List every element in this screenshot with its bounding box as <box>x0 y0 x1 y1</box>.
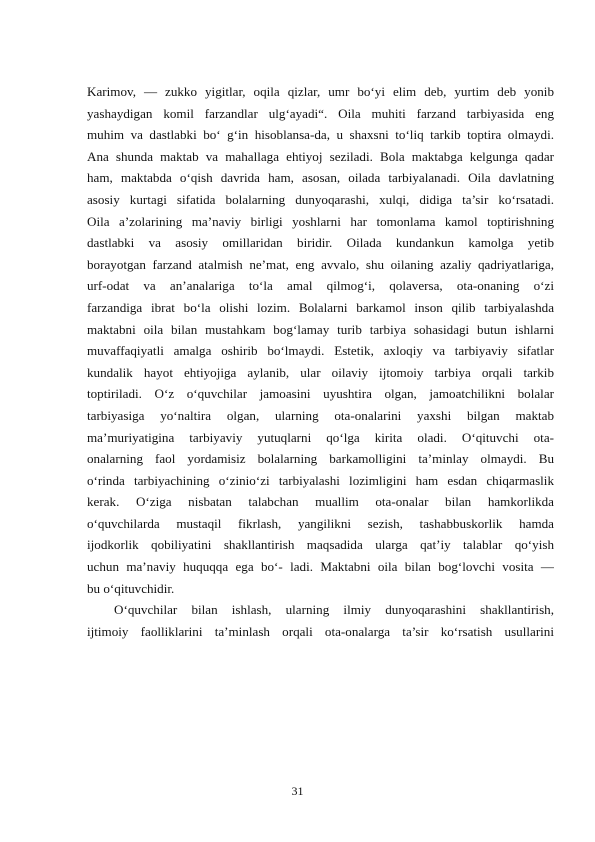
text-line: onalarning faol yordamisiz bolalarning barkamolligini ta’minlay olmaydi. Bu <box>87 451 554 467</box>
text-line: kundalik hayot ehtiyojiga aylanib, ular oilaviy ijtomoiy tarbiya orqali tarkib <box>87 364 554 380</box>
text-line: muvaffaqiyatli amalga oshirib bo‘lmaydi. Estetik, axloqiy va tarbiyaviy sifatlar <box>87 343 554 359</box>
text-line: ham, maktabda o‘qish davrida ham, asosan, oilada tarbiyalanadi. Oila davlatning <box>87 170 554 186</box>
text-line: kerak. O‘ziga nisbatan talabchan muallim ota-onalar bilan hamkorlikda <box>87 494 554 510</box>
text-line: farzandiga ibrat bo‘la olishi lozim. Bolalarni barkamol inson qilib tarbiyalashda <box>87 299 554 315</box>
text-line: Ana shunda maktab va mahallaga ehtiyoj seziladi. Bola maktabga kelgunga qadar <box>87 148 554 164</box>
text-line: ijtimoiy faolliklarini ta’minlash orqali ota-onalarga ta’sir ko‘rsatish usullarini <box>87 623 554 639</box>
text-line: tarbiyasiga yo‘naltira olgan, ularning ota-onalarini yaxshi bilgan maktab <box>87 407 554 423</box>
text-line: uchun ma’naviy huquqqa ega bo‘- ladi. Maktabni oila bilan bog‘lovchi vosita — <box>87 559 554 575</box>
text-line: O‘quvchilar bilan ishlash, ularning ilmiy dunyoqarashini shakllantirish, <box>114 602 554 618</box>
body-text <box>87 81 554 642</box>
text-line: o‘rinda tarbiyachining o‘zinio‘zi tarbiyalashi lozimligini ham esdan chiqarmaslik <box>87 472 554 488</box>
text-line: yashaydigan komil farzandlar ulg‘ayadi“. Oila muhiti farzand tarbiyasida eng <box>87 105 554 121</box>
text-line: urf-odat va an’analariga to‘la amal qilmog‘i, qolaversa, ota-onaning o‘zi <box>87 278 554 294</box>
text-line: toptiriladi. O‘z o‘quvchilar jamoasini uyushtira olgan, jamoatchilikni bolalar <box>87 386 554 402</box>
text-line: Karimov, — zukko yigitlar, oqila qizlar, umr bo‘yi elim deb, yurtim deb yonib <box>87 84 554 99</box>
text-line: ma’muriyatigina tarbiyaviy yutuqlarni qo‘lga kirita oladi. O‘qituvchi ota- <box>87 429 554 445</box>
text-line: o‘quvchilarda mustaqil fikrlash, yangilikni sezish, tashabbuskorlik hamda <box>87 515 554 531</box>
text-line: dastlabki va asosiy omillaridan biridir. Oilada kundankun kamolga yetib <box>87 235 554 251</box>
text-line: muhim va dastlabki bo‘ g‘in hisoblansa-da, u shaxsni to‘liq tarkib toptira olmaydi. <box>87 127 554 143</box>
text-line: bu o‘qituvchidir. <box>87 580 175 596</box>
text-line: maktabni oila bilan mustahkam bog‘lamay turib tarbiya sohasidagi butun ishlarni <box>87 321 554 337</box>
text-line: Oila a’zolarining ma’naviy birligi yoshlarni har tomonlama kamol toptirishning <box>87 213 554 229</box>
text-line: borayotgan farzand atalmish ne’mat, eng avvalo, shu oilaning azaliy qadriyatlariga, <box>87 256 554 272</box>
page-number: 31 <box>291 784 304 798</box>
text-line: ijodkorlik qobiliyatini shakllantirish maqsadida ularga qat’iy talablar qo‘yish <box>87 537 554 553</box>
text-line: asosiy kurtagi sifatida bolalarning dunyoqarashi, xulqi, didiga ta’sir ko‘rsatadi. <box>87 191 554 207</box>
